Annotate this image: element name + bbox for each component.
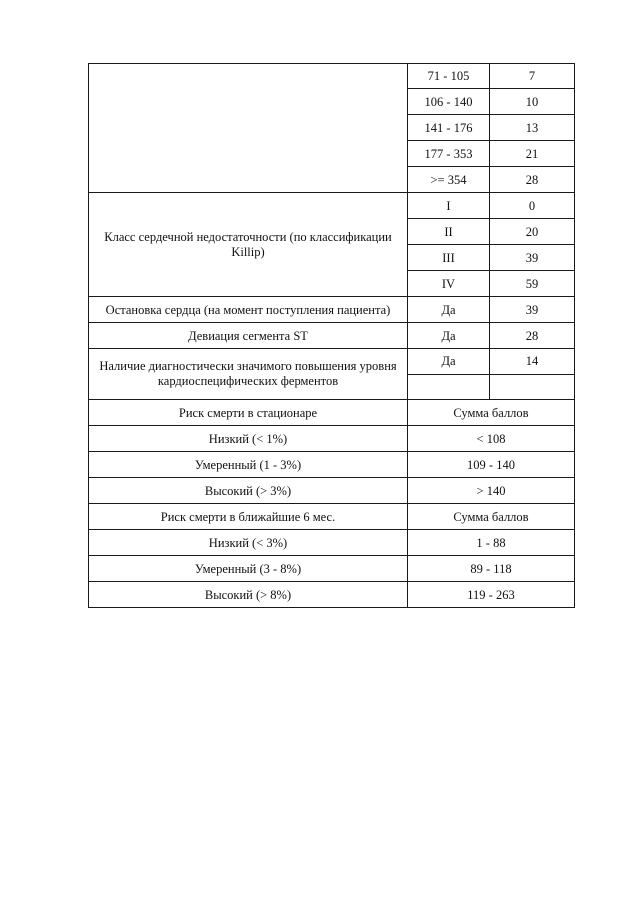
hospital-risk-header-row xyxy=(89,400,575,426)
killip-class: I xyxy=(408,193,490,219)
killip-points: 20 xyxy=(490,219,575,245)
risk-range: 119 - 263 xyxy=(408,582,575,608)
enzymes-points: 14 xyxy=(490,349,575,375)
hospital-risk-row xyxy=(89,478,575,504)
risk-level: Умеренный (3 - 8%) xyxy=(89,556,408,582)
risk-range: 109 - 140 xyxy=(408,452,575,478)
empty-cell xyxy=(490,375,575,400)
st-deviation-label: Девиация сегмента ST xyxy=(89,323,408,349)
six-month-risk-sum-header: Сумма баллов xyxy=(408,504,575,530)
st-deviation-answer: Да xyxy=(408,323,490,349)
risk-range: < 108 xyxy=(408,426,575,452)
killip-class: III xyxy=(408,245,490,271)
risk-range: 1 - 88 xyxy=(408,530,575,556)
risk-range: > 140 xyxy=(408,478,575,504)
cardiac-arrest-row xyxy=(89,297,575,323)
creatinine-points: 21 xyxy=(490,141,575,167)
six-month-risk-header: Риск смерти в ближайшие 6 мес. xyxy=(89,504,408,530)
risk-level: Высокий (> 3%) xyxy=(89,478,408,504)
creatinine-points: 10 xyxy=(490,89,575,115)
creatinine-range: 141 - 176 xyxy=(408,115,490,141)
six-month-risk-row xyxy=(89,582,575,608)
six-month-risk-row xyxy=(89,530,575,556)
risk-level: Высокий (> 8%) xyxy=(89,582,408,608)
hospital-risk-row xyxy=(89,452,575,478)
empty-cell xyxy=(408,375,490,400)
creatinine-range: 106 - 140 xyxy=(408,89,490,115)
hospital-risk-header: Риск смерти в стационаре xyxy=(89,400,408,426)
risk-level: Низкий (< 1%) xyxy=(89,426,408,452)
creatinine-label-cell xyxy=(89,64,408,193)
creatinine-range: 71 - 105 xyxy=(408,64,490,89)
killip-class: II xyxy=(408,219,490,245)
killip-points: 59 xyxy=(490,271,575,297)
cardiac-arrest-answer: Да xyxy=(408,297,490,323)
enzymes-row xyxy=(89,349,575,375)
killip-points: 0 xyxy=(490,193,575,219)
creatinine-range: 177 - 353 xyxy=(408,141,490,167)
grace-score-table xyxy=(88,63,575,608)
hospital-risk-sum-header: Сумма баллов xyxy=(408,400,575,426)
creatinine-range: >= 354 xyxy=(408,167,490,193)
risk-range: 89 - 118 xyxy=(408,556,575,582)
killip-class: IV xyxy=(408,271,490,297)
creatinine-points: 28 xyxy=(490,167,575,193)
risk-level: Умеренный (1 - 3%) xyxy=(89,452,408,478)
killip-points: 39 xyxy=(490,245,575,271)
hospital-risk-row xyxy=(89,426,575,452)
killip-label: Класс сердечной недостаточности (по классификации Killip) xyxy=(89,193,408,297)
enzymes-label: Наличие диагностически значимого повышения уровня кардиоспецифических ферментов xyxy=(89,349,408,400)
st-deviation-points: 28 xyxy=(490,323,575,349)
risk-level: Низкий (< 3%) xyxy=(89,530,408,556)
creatinine-points: 7 xyxy=(490,64,575,89)
cardiac-arrest-points: 39 xyxy=(490,297,575,323)
cardiac-arrest-label: Остановка сердца (на момент поступления пациента) xyxy=(89,297,408,323)
six-month-risk-row xyxy=(89,556,575,582)
six-month-risk-header-row xyxy=(89,504,575,530)
st-deviation-row xyxy=(89,323,575,349)
enzymes-answer: Да xyxy=(408,349,490,375)
killip-row xyxy=(89,193,575,219)
creatinine-row xyxy=(89,64,575,89)
creatinine-points: 13 xyxy=(490,115,575,141)
